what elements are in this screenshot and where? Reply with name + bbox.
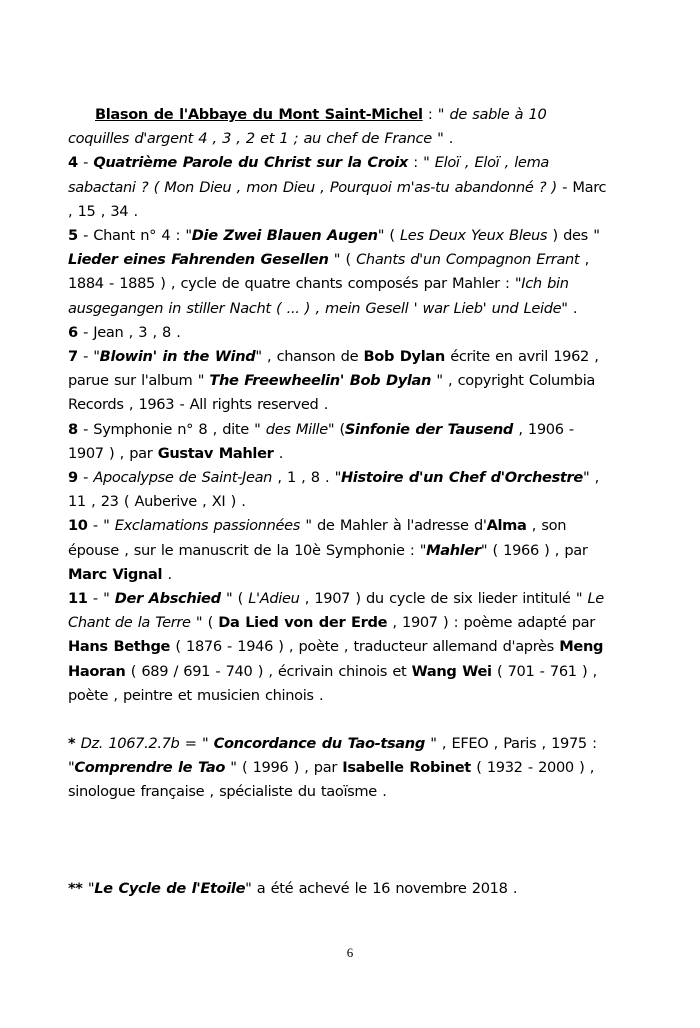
footnote-11-title: Der Abschied xyxy=(114,590,221,608)
footnote-number: 11 xyxy=(68,590,88,608)
footnote-7-title: Blowin' in the Wind xyxy=(99,348,256,366)
footnote-number: 6 xyxy=(68,323,78,341)
footnote-5: 5 - Chant n° 4 : "Die Zwei Blauen Augen" ( Les Deux Yeux Bleus ) des " Lieder eines Fahrenden Gesellen " ( Chants d'un Compagnon Errant , 1884 - 1885 ) , cycle de quatre chants composés par Mahler : "Ich bin ausgegangen in stiller Nacht ( ... ) , mein Gesell ' war Lieb' und Leide" . xyxy=(68,227,600,317)
footnote-6: 6 - Jean , 3 , 8 . xyxy=(68,323,181,341)
footnote-5-title: Die Zwei Blauen Augen xyxy=(191,227,378,245)
footnote-star-2: ** "Le Cycle de l'Etoile" a été achevé le 16 novembre 2018 . xyxy=(68,879,518,897)
footnote-number: 5 xyxy=(68,227,78,245)
footnote-blason: Blason de l'Abbaye du Mont Saint-Michel : " de sable à 10 coquilles d'argent 4 , 3 , 2 et 1 ; au chef de France " . xyxy=(68,106,547,148)
footnote-8: 8 - Symphonie n° 8 , dite " des Mille" (Sinfonie der Tausend , 1906 - 1907 ) , par Gustav Mahler . xyxy=(68,420,574,462)
footnotes-page xyxy=(68,103,610,901)
footnote-11: 11 - " Der Abschied " ( L'Adieu , 1907 ) du cycle de six lieder intitulé " Le Chant de la Terre " ( Da Lied von der Erde , 1907 ) : poème adapté par Hans Bethge ( 1876 - 1946 ) , poète , traducteur allemand d'après Meng Haoran ( 689 / 691 - 740 ) , écrivain chinois et Wang Wei ( 701 - 761 ) , poète , peintre et musicien chinois . xyxy=(68,590,604,704)
footnote-4-quote: Eloï , Eloï , lema sabactani ? ( Mon Dieu , mon Dieu , Pourquoi m'as-tu abandonné ? ) xyxy=(68,154,557,196)
footnote-number: 8 xyxy=(68,420,78,438)
footnote-number: 4 xyxy=(68,154,78,172)
footnote-9: 9 - Apocalypse de Saint-Jean , 1 , 8 . "Histoire d'un Chef d'Orchestre" , 11 , 23 ( Auberive , XI ) . xyxy=(68,469,599,511)
footnote-10: 10 - " Exclamations passionnées " de Mahler à l'adresse d'Alma , son épouse , sur le manuscrit de la 10è Symphonie : "Mahler" ( 1966 ) , par Marc Vignal . xyxy=(68,517,588,583)
footnote-asterisk: ** xyxy=(68,879,83,897)
page-number: 6 xyxy=(346,945,354,960)
footnote-number: 7 xyxy=(68,348,78,366)
footnote-4: 4 - Quatrième Parole du Christ sur la Croix : " Eloï , Eloï , lema sabactani ? ( Mon Dieu , mon Dieu , Pourquoi m'as-tu abandonné ? ) - Marc , 15 , 34 . xyxy=(68,154,607,220)
footnote-star-1: * Dz. 1067.2.7b = " Concordance du Tao-tsang " , EFEO , Paris , 1975 : "Comprendre le Tao " ( 1996 ) , par Isabelle Robinet ( 1932 - 2000 ) , sinologue française , spécialiste du taoïsme . xyxy=(68,735,597,801)
footnote-asterisk: * xyxy=(68,735,76,753)
footnote-9-title: Histoire d'un Chef d'Orchestre xyxy=(340,469,583,487)
footnote-10-title: Mahler xyxy=(426,541,481,559)
footnote-star-1-title: Concordance du Tao-tsang xyxy=(213,735,425,753)
footnote-4-title: Quatrième Parole du Christ sur la Croix xyxy=(93,154,408,172)
footnote-7: 7 - "Blowin' in the Wind" , chanson de Bob Dylan écrite en avril 1962 , parue sur l'album " The Freewheelin' Bob Dylan " , copyright Columbia Records , 1963 - All rights reserved . xyxy=(68,348,599,414)
blason-quote: de sable à 10 coquilles d'argent 4 , 3 , 2 et 1 ; au chef de France xyxy=(68,106,547,148)
footnote-number: 10 xyxy=(68,517,88,535)
footnote-star-2-title: Le Cycle de l'Etoile xyxy=(94,879,246,897)
footnote-5-quote: Ich bin ausgegangen in stiller Nacht ( ... ) , mein Gesell ' war Lieb' und Leide xyxy=(68,275,569,317)
footnote-number: 9 xyxy=(68,469,78,487)
blason-title: Blason de l'Abbaye du Mont Saint-Michel xyxy=(95,106,423,123)
